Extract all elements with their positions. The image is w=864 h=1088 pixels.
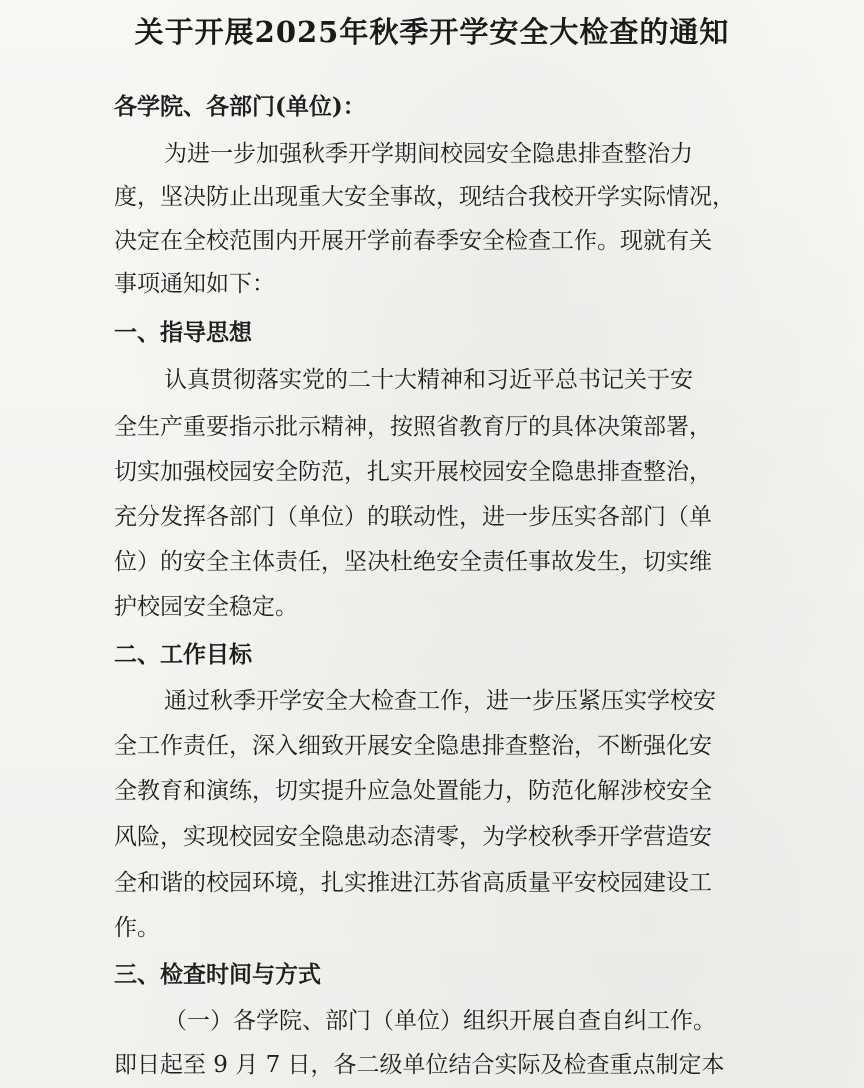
paragraph-line: 风险，实现校园安全隐患动态清零，为学校秋季开学营造安	[114, 824, 712, 850]
paragraph-line: 作。	[114, 915, 160, 941]
section-heading-2: 二、工作目标	[114, 641, 252, 668]
paragraph-line: 充分发挥各部门（单位）的联动性，进一步压实各部门（单	[114, 504, 712, 530]
paragraph-line: 全生产重要指示批示精神，按照省教育厅的具体决策部署，	[114, 414, 712, 440]
paragraph-line: 即日起至 9 月 7 日，各二级单位结合实际及检查重点制定本	[114, 1052, 725, 1078]
paragraph-line: 全工作责任，深入细致开展安全隐患排查整治，不断强化安	[114, 733, 712, 759]
paragraph-line: 认真贯彻落实党的二十大精神和习近平总书记关于安	[164, 367, 693, 393]
paragraph-line: 护校园安全稳定。	[114, 594, 298, 620]
paragraph-line: 为进一步加强秋季开学期间校园安全隐患排查整治力	[164, 141, 693, 167]
section-heading-3: 三、检查时间与方式	[114, 961, 321, 988]
section-heading-1: 一、指导思想	[114, 319, 252, 346]
paragraph-line: 全和谐的校园环境，扎实推进江苏省高质量平安校园建设工	[114, 870, 712, 896]
paragraph-line: 通过秋季开学安全大检查工作，进一步压紧压实学校安	[164, 688, 716, 714]
paragraph-line: （一）各学院、部门（单位）组织开展自查自纠工作。	[164, 1008, 716, 1034]
document-title: 关于开展2025年秋季开学安全大检查的通知	[134, 15, 730, 49]
paragraph-line: 全教育和演练，切实提升应急处置能力，防范化解涉校安全	[114, 778, 712, 804]
paragraph-line: 决定在全校范围内开展开学前春季安全检查工作。现就有关	[114, 228, 712, 254]
salutation: 各学院、各部门(单位)：	[114, 93, 366, 120]
paragraph-line: 度，坚决防止出现重大安全事故，现结合我校开学实际情况，	[114, 184, 735, 210]
paragraph-line: 事项通知如下：	[114, 271, 275, 297]
paragraph-line: 位）的安全主体责任，坚决杜绝安全责任事故发生，切实维	[114, 549, 712, 575]
paragraph-line: 切实加强校园安全防范，扎实开展校园安全隐患排查整治，	[114, 459, 712, 485]
